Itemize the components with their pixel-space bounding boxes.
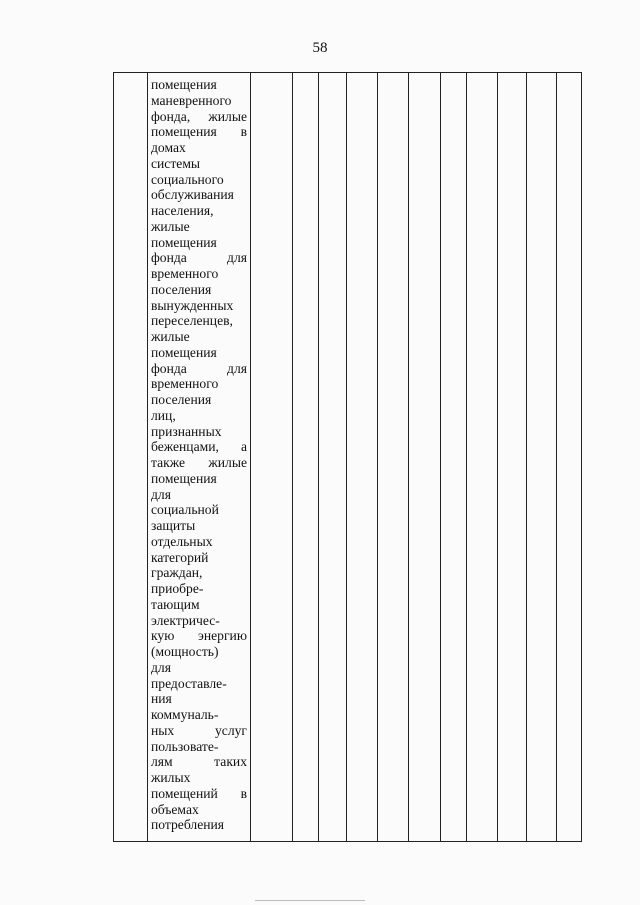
- description-line: ния: [151, 691, 172, 707]
- description-line: жилые: [151, 329, 190, 344]
- description-line: помещения: [151, 344, 217, 360]
- description-line: беженцами, а: [151, 439, 247, 455]
- description-line: обслуживания: [151, 187, 234, 203]
- description-line: фонда, жилые: [151, 108, 247, 124]
- description-line: системы: [151, 155, 201, 171]
- description-line: также жилые: [151, 455, 247, 470]
- description-line: (мощность): [151, 644, 219, 659]
- table-cell: [251, 73, 293, 842]
- description-line: пользовате-: [151, 738, 219, 754]
- description-line: признанных: [151, 423, 222, 439]
- description-line: помещения: [151, 77, 217, 92]
- description-line: помещения: [151, 234, 217, 250]
- description-line: категорий: [151, 549, 209, 565]
- description-line: тающим: [151, 596, 200, 612]
- description-line: временного: [151, 266, 219, 281]
- description-line: жилые: [151, 218, 190, 234]
- description-line: фонда для: [151, 250, 247, 266]
- description-line: населения,: [151, 203, 214, 218]
- description-line: помещений в: [151, 785, 247, 801]
- description-line: временного: [151, 376, 219, 392]
- description-line: жилых: [151, 770, 191, 785]
- description-line: маневренного: [151, 92, 232, 108]
- description-line: помещения: [151, 470, 217, 486]
- description-line: социального: [151, 171, 224, 187]
- description-line: защиты: [151, 518, 196, 533]
- description-line: приобре-: [151, 581, 204, 596]
- page-number: 58: [312, 40, 328, 56]
- description-line: помещения в: [151, 124, 247, 140]
- table-cell: [347, 73, 378, 842]
- description-line: домах: [151, 140, 186, 155]
- description-line: поселения: [151, 281, 212, 297]
- table-cell-description: [148, 73, 251, 842]
- table-cell: [378, 73, 409, 842]
- table-cell-number: [114, 73, 148, 842]
- description-line: для: [151, 486, 171, 502]
- description-line: граждан,: [151, 565, 203, 581]
- description-line: ных услуг: [151, 722, 247, 738]
- table-cell: [498, 73, 527, 842]
- description-line: фонда для: [151, 360, 247, 376]
- description-line: предоставле-: [151, 675, 227, 691]
- description-line: для: [151, 659, 171, 675]
- table-cell: [527, 73, 557, 842]
- description-line: социальной: [151, 502, 219, 518]
- table-cell: [293, 73, 319, 842]
- description-line: объемах: [151, 801, 199, 817]
- description-line: вынужденных: [151, 297, 234, 313]
- table-cell: [441, 73, 467, 842]
- table-cell: [557, 73, 582, 842]
- table-cell: [319, 73, 347, 842]
- data-table: [113, 72, 582, 842]
- table-row: [114, 73, 582, 842]
- table-cell: [467, 73, 498, 842]
- scan-artifact-line: [255, 900, 365, 901]
- description-line: поселения: [151, 392, 212, 407]
- table-cell: [409, 73, 441, 842]
- description-line: лиц,: [151, 407, 176, 423]
- description-line: кую энергию: [151, 628, 247, 644]
- description-line: потребления: [151, 817, 225, 833]
- description-text: [148, 73, 250, 833]
- description-line: лям таких: [151, 754, 247, 770]
- description-line: электричес-: [151, 612, 220, 628]
- description-line: переселенцев,: [151, 313, 233, 329]
- description-line: отдельных: [151, 533, 213, 549]
- description-line: коммуналь-: [151, 707, 219, 722]
